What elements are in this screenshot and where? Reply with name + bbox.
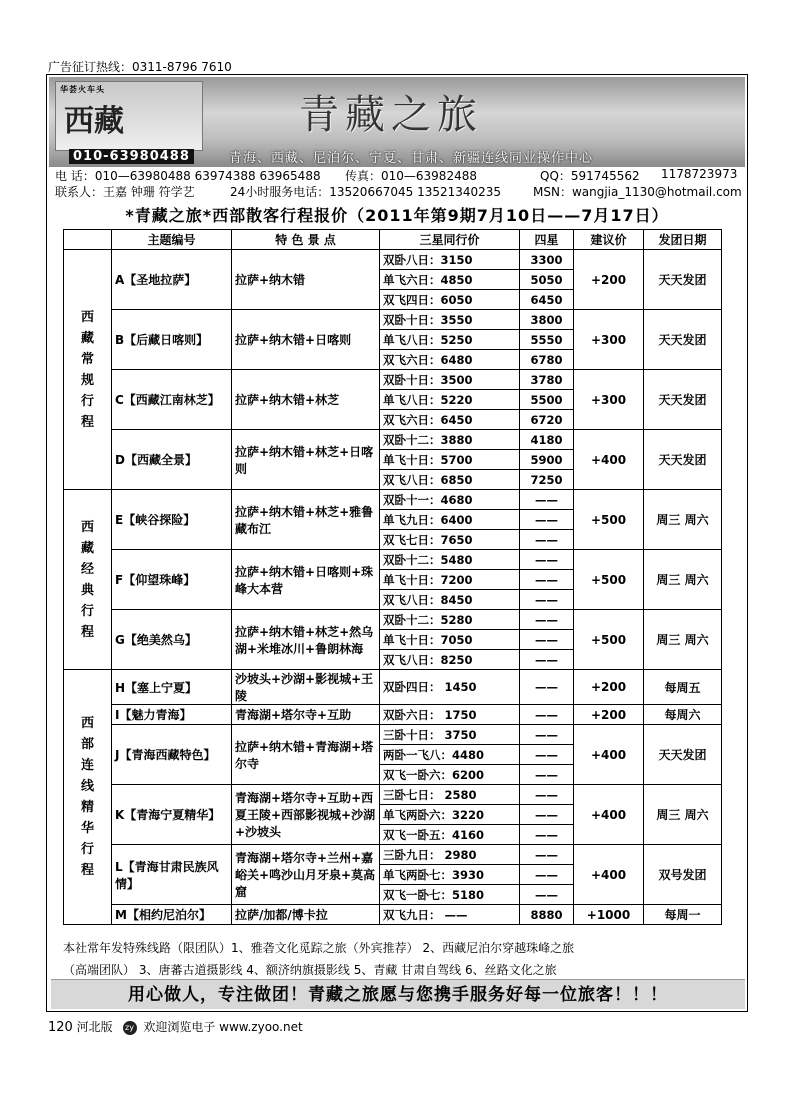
four-star-price-cell: —— <box>520 825 574 845</box>
four-star-price-cell: —— <box>520 550 574 570</box>
four-star-price-cell: 5550 <box>520 330 574 350</box>
three-star-price-cell: 双飞九日： —— <box>380 905 520 925</box>
three-star-price-cell: 单飞六日：4850 <box>380 270 520 290</box>
four-star-price-cell: —— <box>520 570 574 590</box>
four-star-price-cell: —— <box>520 650 574 670</box>
departure-cell: 每周五 <box>644 670 722 705</box>
four-star-price-cell: —— <box>520 530 574 550</box>
theme-cell: E【峡谷探险】 <box>112 490 232 550</box>
three-star-price-cell: 双卧十二：3880 <box>380 430 520 450</box>
four-star-price-cell: —— <box>520 610 574 630</box>
page-title: *青藏之旅*西部散客行程报价（2011年第9期7月10日——7月17日） <box>125 206 669 225</box>
spots-cell: 青海湖+塔尔寺+互助 <box>232 705 380 725</box>
departure-cell: 天天发团 <box>644 430 722 490</box>
price-table <box>63 229 722 925</box>
three-star-price-cell: 双卧十二：5280 <box>380 610 520 630</box>
four-star-price-cell: 8880 <box>520 905 574 925</box>
recommended-price-cell: +500 <box>574 490 644 550</box>
note-line-2: （高端团队） 3、唐蕃古道摄影线 4、额济纳旗摄影线 5、青藏 甘肃自驾线 6、丝路文化之旅 <box>63 963 557 977</box>
recommended-price-cell: +400 <box>574 845 644 905</box>
contact-line-1 <box>55 167 745 183</box>
three-star-price-cell: 双卧十日：3500 <box>380 370 520 390</box>
theme-cell: M【相约尼泊尔】 <box>112 905 232 925</box>
spots-cell: 拉萨+纳木错+日喀则+珠峰大本营 <box>232 550 380 610</box>
ad-frame <box>46 74 748 1012</box>
recommended-price-cell: +1000 <box>574 905 644 925</box>
departure-cell: 周三 周六 <box>644 550 722 610</box>
departure-cell: 每周六 <box>644 705 722 725</box>
four-star-price-cell: 6450 <box>520 290 574 310</box>
four-star-price-cell: —— <box>520 705 574 725</box>
page-footer <box>48 1018 303 1035</box>
four-star-price-cell: 6780 <box>520 350 574 370</box>
banner <box>49 77 745 167</box>
four-star-price-cell: —— <box>520 805 574 825</box>
three-star-price-cell: 双卧十一：4680 <box>380 490 520 510</box>
theme-cell: H【塞上宁夏】 <box>112 670 232 705</box>
contact-people: 联系人：王嘉 钟珊 符学艺 <box>55 185 195 199</box>
theme-cell: I【魅力青海】 <box>112 705 232 725</box>
three-star-price-cell: 双卧十二：5480 <box>380 550 520 570</box>
three-star-price-cell: 单飞两卧六：3220 <box>380 805 520 825</box>
four-star-price-cell: 3800 <box>520 310 574 330</box>
slogan: 用心做人，专注做团！青藏之旅愿与您携手服务好每一位旅客！！！ <box>51 979 745 1009</box>
departure-cell: 天天发团 <box>644 250 722 310</box>
departure-cell: 双号发团 <box>644 845 722 905</box>
three-star-price-cell: 单飞十日：7200 <box>380 570 520 590</box>
theme-cell: F【仰望珠峰】 <box>112 550 232 610</box>
departure-cell: 周三 周六 <box>644 490 722 550</box>
four-star-price-cell: —— <box>520 885 574 905</box>
table-row <box>64 725 722 745</box>
four-star-price-cell: 5900 <box>520 450 574 470</box>
four-star-price-cell: —— <box>520 845 574 865</box>
theme-cell: B【后藏日喀则】 <box>112 310 232 370</box>
four-star-price-cell: —— <box>520 630 574 650</box>
four-star-price-cell: 3780 <box>520 370 574 390</box>
three-star-price-cell: 单飞八日：5220 <box>380 390 520 410</box>
header-spots: 特 色 景 点 <box>232 230 380 250</box>
category-label: 西藏常规行程 <box>80 309 94 430</box>
edition-label: 河北版 <box>76 1020 113 1034</box>
departure-cell: 天天发团 <box>644 370 722 430</box>
three-star-price-cell: 双飞一卧五：4160 <box>380 825 520 845</box>
banner-title: 青藏之旅 <box>299 92 483 138</box>
theme-cell: G【绝美然乌】 <box>112 610 232 670</box>
three-star-price-cell: 双卧十日：3550 <box>380 310 520 330</box>
table-row <box>64 370 722 390</box>
three-star-price-cell: 双飞一卧七：5180 <box>380 885 520 905</box>
spots-cell: 拉萨+纳木错+林芝+然乌湖+米堆冰川+鲁朗林海 <box>232 610 380 670</box>
four-star-price-cell: —— <box>520 590 574 610</box>
spots-cell: 青海湖+塔尔寺+兰州+嘉峪关+鸣沙山月牙泉+莫高窟 <box>232 845 380 905</box>
header-four-star: 四星 <box>520 230 574 250</box>
ad-hotline: 广告征订热线：0311-8796 7610 <box>48 60 232 74</box>
service-hotline: 24小时服务电话：13520667045 13521340235 <box>230 185 502 199</box>
spots-cell: 拉萨+纳木错+日喀则 <box>232 310 380 370</box>
theme-cell: J【青海西藏特色】 <box>112 725 232 785</box>
footer-website: 欢迎浏览电子 www.zyoo.net <box>143 1020 303 1034</box>
table-row <box>64 610 722 630</box>
header-theme: 主题编号 <box>112 230 232 250</box>
three-star-price-cell: 三卧七日： 2580 <box>380 785 520 805</box>
spots-cell: 青海湖+塔尔寺+互助+西夏王陵+西部影视城+沙湖+沙坡头 <box>232 785 380 845</box>
four-star-price-cell: 3300 <box>520 250 574 270</box>
departure-cell: 天天发团 <box>644 310 722 370</box>
three-star-price-cell: 单飞十日：7050 <box>380 630 520 650</box>
table-row <box>64 250 722 270</box>
header-blank <box>64 230 112 250</box>
three-star-price-cell: 双飞一卧六：6200 <box>380 765 520 785</box>
banner-phone: 010-63980488 <box>69 149 194 164</box>
recommended-price-cell: +400 <box>574 430 644 490</box>
recommended-price-cell: +300 <box>574 310 644 370</box>
three-star-price-cell: 双飞八日：8450 <box>380 590 520 610</box>
spots-cell: 拉萨+纳木错+林芝 <box>232 370 380 430</box>
header-recommended: 建议价 <box>574 230 644 250</box>
three-star-price-cell: 两卧一飞八：4480 <box>380 745 520 765</box>
three-star-price-cell: 双飞八日：6850 <box>380 470 520 490</box>
three-star-price-cell: 单飞九日：6400 <box>380 510 520 530</box>
zyoo-logo-icon: zy <box>123 1021 137 1035</box>
recommended-price-cell: +200 <box>574 250 644 310</box>
three-star-price-cell: 双卧八日：3150 <box>380 250 520 270</box>
three-star-price-cell: 双卧四日： 1450 <box>380 670 520 705</box>
four-star-price-cell: 7250 <box>520 470 574 490</box>
departure-cell: 天天发团 <box>644 725 722 785</box>
table-row <box>64 310 722 330</box>
recommended-price-cell: +200 <box>574 670 644 705</box>
three-star-price-cell: 双卧六日： 1750 <box>380 705 520 725</box>
three-star-price-cell: 单飞十日：5700 <box>380 450 520 470</box>
table-row <box>64 670 722 705</box>
three-star-price-cell: 单飞八日：5250 <box>380 330 520 350</box>
four-star-price-cell: —— <box>520 765 574 785</box>
recommended-price-cell: +200 <box>574 705 644 725</box>
fax-number: 传真：010—63982488 <box>345 169 477 183</box>
contact-line-2 <box>55 183 745 199</box>
table-row <box>64 490 722 510</box>
msn-address: MSN：wangjia_1130@hotmail.com <box>533 185 742 199</box>
category-cell <box>64 490 112 670</box>
category-cell <box>64 670 112 925</box>
theme-cell: L【青海甘肃民族风情】 <box>112 845 232 905</box>
tel-numbers: 电 话：010—63980488 63974388 63965488 <box>55 169 321 183</box>
spots-cell: 拉萨+纳木错+林芝+日喀则 <box>232 430 380 490</box>
logo <box>55 81 203 151</box>
three-star-price-cell: 双飞六日：6450 <box>380 410 520 430</box>
qq-number-2: 1178723973 <box>661 167 738 181</box>
departure-cell: 周三 周六 <box>644 785 722 845</box>
table-row <box>64 785 722 805</box>
four-star-price-cell: 5050 <box>520 270 574 290</box>
qq-number: QQ：591745562 <box>540 169 640 183</box>
three-star-price-cell: 双飞八日：8250 <box>380 650 520 670</box>
recommended-price-cell: +500 <box>574 550 644 610</box>
special-routes-note <box>63 937 745 981</box>
page-number: 120 <box>48 1020 73 1035</box>
four-star-price-cell: —— <box>520 670 574 705</box>
spots-cell: 拉萨/加都/博卡拉 <box>232 905 380 925</box>
banner-subtitle: 青海、西藏、尼泊尔、宁夏、甘肃、新疆连线同业操作中心 <box>229 151 594 166</box>
three-star-price-cell: 三卧十日： 3750 <box>380 725 520 745</box>
header-three-star: 三星同行价 <box>380 230 520 250</box>
table-header-row <box>64 230 722 250</box>
four-star-price-cell: —— <box>520 865 574 885</box>
departure-cell: 周三 周六 <box>644 610 722 670</box>
table-row <box>64 845 722 865</box>
spots-cell: 拉萨+纳木错+青海湖+塔尔寺 <box>232 725 380 785</box>
three-star-price-cell: 三卧九日： 2980 <box>380 845 520 865</box>
theme-cell: D【西藏全景】 <box>112 430 232 490</box>
recommended-price-cell: +400 <box>574 785 644 845</box>
three-star-price-cell: 单飞两卧七：3930 <box>380 865 520 885</box>
logo-small-text: 华荟火车头 <box>60 85 105 94</box>
theme-cell: K【青海宁夏精华】 <box>112 785 232 845</box>
category-label: 西部连线精华行程 <box>80 716 94 878</box>
four-star-price-cell: —— <box>520 745 574 765</box>
recommended-price-cell: +300 <box>574 370 644 430</box>
table-row <box>64 905 722 925</box>
note-line-1: 本社常年发特殊线路（限团队）1、雅砻文化觅踪之旅（外宾推荐） 2、西藏尼泊尔穿越珠峰之旅 <box>63 941 575 955</box>
four-star-price-cell: —— <box>520 490 574 510</box>
category-cell <box>64 250 112 490</box>
spots-cell: 沙坡头+沙湖+影视城+王陵 <box>232 670 380 705</box>
four-star-price-cell: 4180 <box>520 430 574 450</box>
three-star-price-cell: 双飞六日：6480 <box>380 350 520 370</box>
spots-cell: 拉萨+纳木错+林芝+雅鲁藏布江 <box>232 490 380 550</box>
spots-cell: 拉萨+纳木错 <box>232 250 380 310</box>
table-row <box>64 705 722 725</box>
departure-cell: 每周一 <box>644 905 722 925</box>
category-label: 西藏经典行程 <box>80 519 94 640</box>
table-row <box>64 550 722 570</box>
theme-cell: C【西藏江南林芝】 <box>112 370 232 430</box>
table-row <box>64 430 722 450</box>
header-departure: 发团日期 <box>644 230 722 250</box>
four-star-price-cell: —— <box>520 785 574 805</box>
four-star-price-cell: —— <box>520 510 574 530</box>
three-star-price-cell: 双飞七日：7650 <box>380 530 520 550</box>
logo-big-text: 西藏 <box>64 104 124 139</box>
four-star-price-cell: —— <box>520 725 574 745</box>
four-star-price-cell: 5500 <box>520 390 574 410</box>
recommended-price-cell: +400 <box>574 725 644 785</box>
three-star-price-cell: 双飞四日：6050 <box>380 290 520 310</box>
recommended-price-cell: +500 <box>574 610 644 670</box>
four-star-price-cell: 6720 <box>520 410 574 430</box>
theme-cell: A【圣地拉萨】 <box>112 250 232 310</box>
